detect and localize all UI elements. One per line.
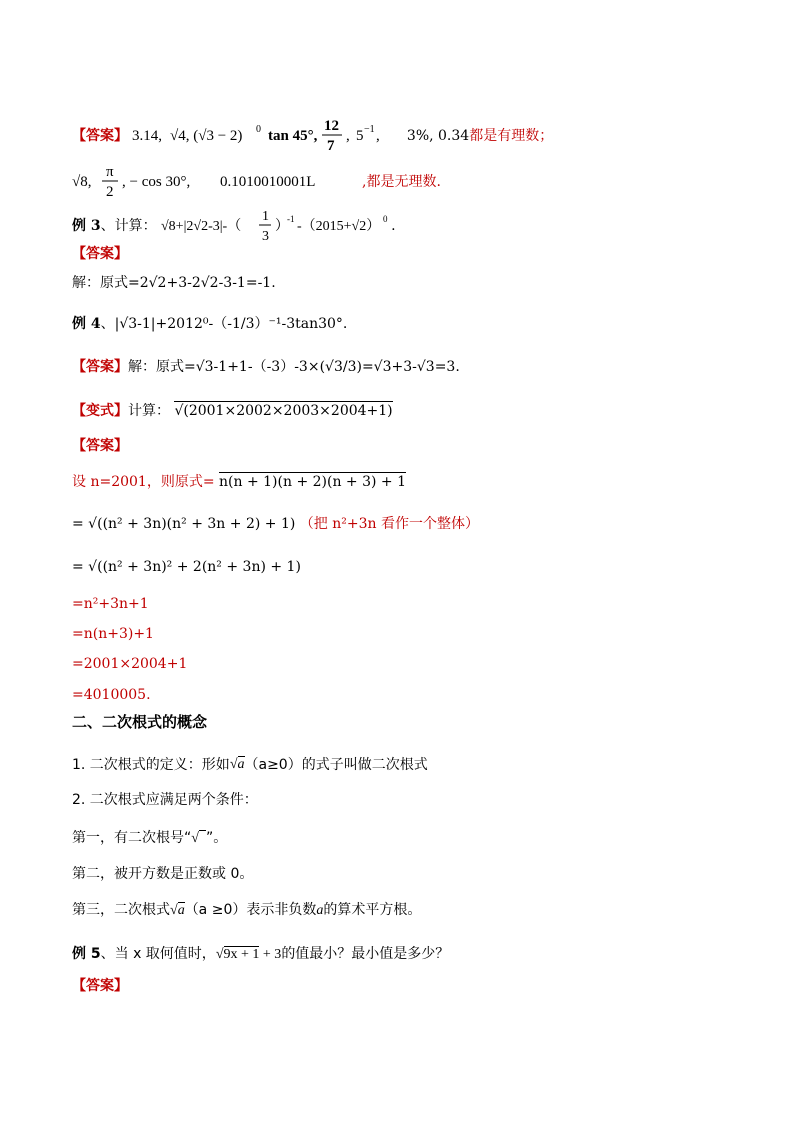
svg-text:π: π: [106, 164, 114, 180]
item-1-formula: √a: [229, 757, 245, 772]
example-3: 例 3、计算： √8+|2√2-3|-（ 1 3 ） -1 -（2015+√2） 0 .: [72, 206, 396, 246]
solution-line-3-formula: = √((n² + 3n)² + 2(n² + 3n) + 1): [72, 559, 301, 575]
condition-3-text: 第三，二次根式: [72, 902, 170, 918]
svg-text:0.1010010001L: 0.1010010001L: [220, 174, 316, 190]
rational-numbers-formula: [132, 116, 402, 156]
svg-text:√8+|2√2-3|-（: √8+|2√2-3|-（: [161, 219, 242, 234]
condition-3-var: a: [316, 903, 324, 918]
example-4-solution: 解：原式=√3-1+1-（-3）-3×(√3/3)=√3+3-√3=3.: [128, 359, 460, 375]
svg-text:1: 1: [262, 209, 270, 224]
solution-line-2-note: （把 n²+3n 看作一个整体）: [299, 516, 479, 532]
irrational-tail: ,都是无理数.: [362, 174, 441, 190]
condition-3-formula: √a: [170, 903, 185, 918]
variant: [72, 401, 393, 421]
solution-line-3: [72, 557, 301, 577]
example-5-text: 、当 x 取何值时，: [100, 946, 216, 962]
solution-line-7: [72, 685, 151, 705]
example-3-answer-tag: 【答案】: [72, 246, 128, 262]
example-5-formula: √9x + 1 + 3: [215, 947, 282, 962]
answer-line-rational: [72, 116, 553, 156]
variant-answer-tag-line: [72, 436, 128, 456]
solution-line-4: [72, 594, 149, 614]
irrational-numbers-formula: [72, 162, 362, 202]
section-2-item-1: [72, 755, 428, 775]
solution-line-1: [72, 472, 406, 492]
section-2-title: 二、二次根式的概念: [72, 713, 208, 731]
example-4-answer: [72, 357, 460, 377]
svg-text:5: 5: [356, 128, 364, 144]
example-5-label: 例 5: [72, 946, 101, 962]
solution-line-5-text: =n(n+3)+1: [72, 626, 154, 642]
variant-answer-tag: 【答案】: [72, 438, 128, 454]
svg-text:√8,: √8,: [72, 174, 92, 190]
example-3-formula: [161, 206, 391, 246]
svg-text:）: ）: [275, 219, 290, 234]
svg-text:−1: −1: [364, 124, 376, 135]
item-1-text: 1. 二次根式的定义：形如: [72, 757, 230, 773]
example-4: [72, 314, 347, 334]
condition-3-mid: （a ≥0）表示非负数: [184, 902, 317, 918]
svg-text:,: ,: [376, 128, 381, 144]
variant-text: 计算：: [128, 403, 170, 419]
svg-text:3: 3: [262, 229, 270, 244]
condition-3-tail: 的算术平方根。: [323, 902, 422, 918]
item-2-text: 2. 二次根式应满足两个条件：: [72, 792, 258, 808]
condition-1-text: 第一，有二次根号“: [72, 830, 192, 846]
svg-text:12: 12: [324, 118, 340, 134]
variant-tag: 【变式】: [72, 403, 128, 419]
svg-text:0: 0: [383, 214, 388, 224]
rational-percent: 3%, 0.34: [406, 128, 470, 144]
condition-2-text: 第二，被开方数是正数或 0。: [72, 866, 254, 882]
solution-line-4-text: =n²+3n+1: [72, 596, 149, 612]
svg-text:,: ,: [346, 128, 351, 144]
svg-text:3.14,: 3.14,: [132, 128, 163, 144]
example-3-answer: [72, 273, 276, 293]
svg-text:2: 2: [106, 184, 114, 200]
condition-2: [72, 864, 253, 884]
rational-tail: 都是有理数；: [469, 128, 554, 144]
solution-line-6: [72, 654, 187, 674]
variant-formula: √(2001×2002×2003×2004+1): [174, 403, 393, 419]
example-3-text: 、计算：: [100, 218, 157, 234]
svg-text:-（2015+√2）: -（2015+√2）: [297, 219, 381, 234]
svg-text:tan 45°,: tan 45°,: [268, 128, 318, 144]
solution-line-2-formula: = √((n² + 3n)(n² + 3n + 2) + 1): [72, 516, 296, 532]
example-5-answer-tag-line: [72, 976, 128, 996]
example-3-solution: 解：原式=2√2+3-2√2-3-1=-1.: [72, 275, 276, 291]
answer-line-irrational: [72, 162, 441, 202]
condition-1: [72, 828, 227, 849]
radical-symbol: √: [191, 830, 206, 846]
example-5-answer-tag: 【答案】: [72, 978, 128, 994]
example-5: [72, 944, 449, 965]
solution-line-1-text: 设 n=2001，则原式=: [72, 474, 215, 490]
example-4-label: 例 4: [72, 316, 101, 332]
solution-line-6-text: =2001×2004+1: [72, 656, 188, 672]
condition-3: [72, 900, 421, 921]
solution-line-1-formula: n(n + 1)(n + 2)(n + 3) + 1: [219, 474, 407, 490]
svg-text:, − cos 30°,: , − cos 30°,: [122, 174, 191, 190]
example-3-answer-tag-line: [72, 244, 128, 264]
condition-1-tail: ”。: [205, 830, 228, 846]
example-5-tail: 的值最小？最小值是多少？: [281, 946, 450, 962]
solution-line-2: [72, 514, 479, 534]
example-4-answer-tag: 【答案】: [72, 359, 128, 375]
solution-line-7-text: =4010005.: [72, 687, 151, 703]
section-2-item-2: [72, 790, 258, 810]
example-4-text: 、|√3-1|+2012⁰-（-1/3）⁻¹-3tan30°.: [100, 316, 348, 332]
svg-text:7: 7: [327, 138, 335, 154]
example-3-label: 例 3: [72, 218, 101, 234]
svg-text:√4, (√3 − 2): √4, (√3 − 2): [170, 128, 243, 144]
svg-text:-1: -1: [287, 214, 295, 224]
svg-text:0: 0: [256, 124, 262, 135]
solution-line-5: [72, 624, 154, 644]
item-1-tail: （a≥0）的式子叫做二次根式: [244, 757, 428, 773]
answer-tag: 【答案】: [72, 128, 128, 144]
